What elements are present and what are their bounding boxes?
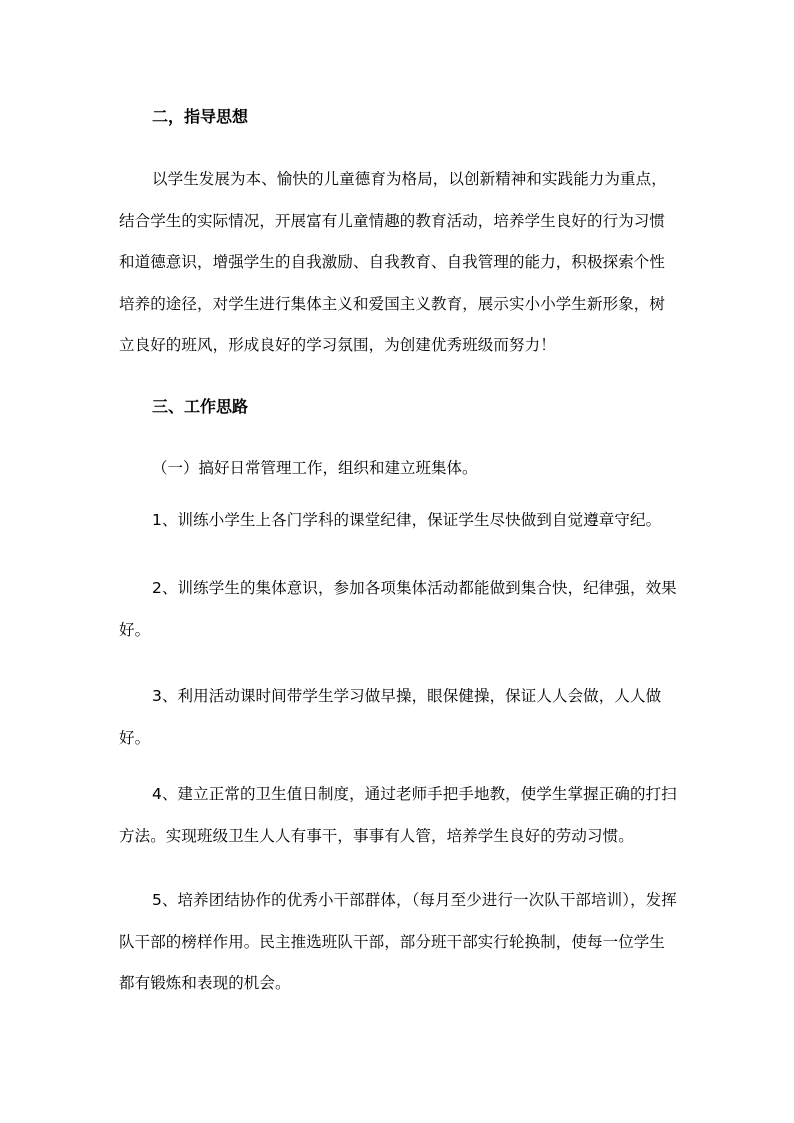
list-item-4: 4、建立正常的卫生值日制度，通过老师手把手地教，使学生掌握正确的打扫方法。实现班级卫生人人有事干，事事有人管，培养学生良好的劳动习惯。 [119, 785, 677, 845]
section-heading-work-approach: 三、工作思路 [152, 397, 249, 416]
section-heading-guiding-ideology: 二，指导思想 [152, 107, 249, 126]
list-item-2: 2、训练学生的集体意识，参加各项集体活动都能做到集合快，纪律强，效果好。 [119, 579, 677, 639]
list-item-3: 3、利用活动课时间带学生学习做早操，眼保健操，保证人人会做，人人做好。 [119, 687, 662, 747]
list-item-1: 1、训练小学生上各门学科的课堂纪律，保证学生尽快做到自觉遵章守纪。 [152, 511, 662, 529]
guiding-ideology-paragraph: 以学生发展为本、愉快的儿童德育为格局，以创新精神和实践能力为重点，结合学生的实际情况，开展富有儿童情趣的教育活动，培养学生良好的行为习惯和道德意识，增强学生的自我激励、自我教育、自我管理的能力，积极探索个性培养的途径，对学生进行集体主义和爱国主义教育，展示实小小学生新形象，树立良好的班风，形成良好的学习氛围，为创建优秀班级而努力！ [119, 170, 667, 354]
subheading-daily-management: （一）搞好日常管理工作，组织和建立班集体。 [152, 459, 478, 477]
list-item-5: 5、培养团结协作的优秀小干部群体，（每月至少进行一次队干部培训），发挥队干部的榜样作用。民主推选班队干部，部分班干部实行轮换制，使每一位学生都有锻炼和表现的机会。 [119, 891, 677, 992]
